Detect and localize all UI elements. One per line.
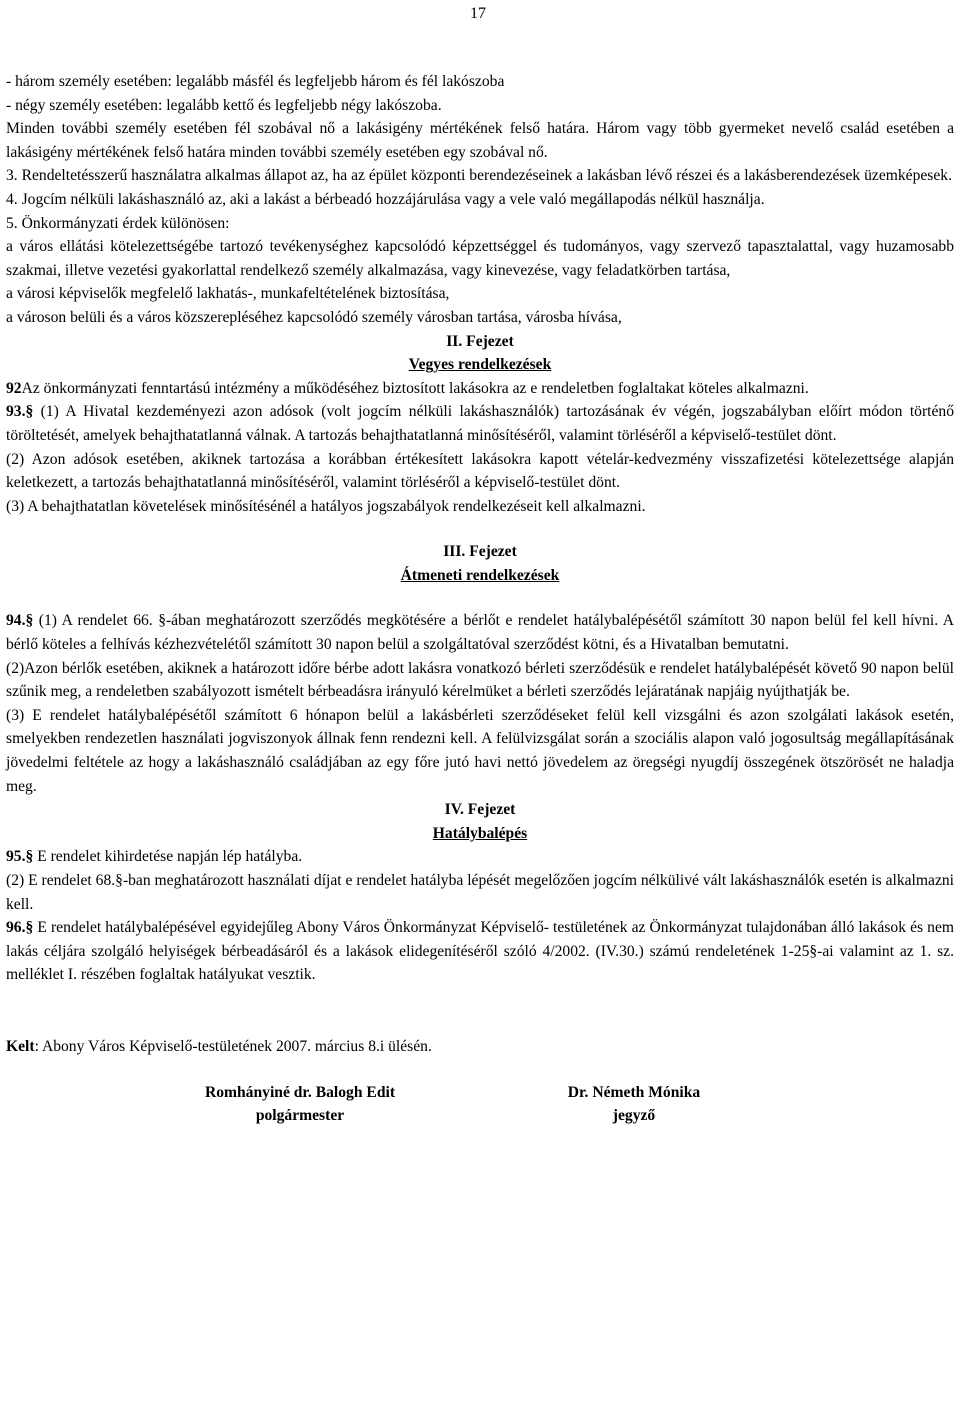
section-number: 95.: [6, 848, 26, 866]
paragraph: (2) E rendelet 68.§-ban meghatározott használati díjat e rendelet hatályba lépését megelőzően jogcím nélkülivé vált lakáshasználók esetén is alkalmazni kell.: [6, 872, 954, 913]
paragraph: 5. Önkormányzati érdek különösen:: [6, 214, 230, 232]
signatures: [6, 1081, 954, 1128]
signature-mayor: [170, 1081, 430, 1128]
chapter-title: Hatálybalépés: [432, 824, 528, 842]
signer-title: jegyző: [612, 1107, 656, 1125]
paragraph: (2) Azon adósok esetében, akiknek tartozása a korábban értékesített lakásokra kapott vételár-kedvezmény visszafizetési kötelezettsége alapján keletkezett, a tartozás behajthatatlanná minősítéséről, valamint törléséről a képviselő-testület dönt.: [6, 450, 954, 492]
chapter-title: Átmeneti rendelkezések: [400, 566, 560, 584]
section-96: [6, 916, 954, 987]
list-item: - három személy esetében: legalább másfél és legfeljebb három és fél lakószoba: [6, 73, 505, 90]
paragraph: 3. Rendeltetésszerű használatra alkalmas állapot az, ha az épület központi berendezéseinek a lakásban lévő részei és a lakásberendezések üzemképesek.: [6, 167, 952, 185]
paragraph: a városon belüli és a város közszerepléséhez kapcsolódó személy városban tartása, városba hívása,: [6, 308, 622, 326]
signer-title: polgármester: [255, 1107, 345, 1125]
section-92: [6, 377, 954, 401]
paragraph: (3) E rendelet hatálybalépésétől számított 6 hónapon belül a lakásbérleti szerződéseket felül kell vizsgálni és azon szolgálati lakások esetén, smelyekben rendezetlen használati jogviszonyok állnak fenn rendezni kell. A felülvizsgálat során a szociális alapon való jogosultság megállapításának jövedelmi feltétele az hogy a lakáshasználó családjában az egy főre jutó havi nettó jövedelem az öregségi nyugdíj összegének ötszörösét ne haladja meg.: [6, 706, 954, 795]
section-text: (1) A Hivatal kezdeményezi azon adósok (volt jogcím nélküli lakáshasználók) tartozásának év végén, jogszabályban előírt módon történő töröltetését, amelyek behajthatatlanná válnak. A tartozás behajthatatlanná minősítéséről, valamint törléséről a képviselő-testület dönt.: [6, 403, 954, 444]
paragraph: Minden további személy esetében fél szobával nő a lakásigény mértékének felső határa. Három vagy több gyermeket nevelő család esetében a lakásigény mértékének felső határa minden további személy esetében egy szobával nő.: [6, 120, 954, 161]
section-number: 94.: [6, 612, 26, 630]
kelt-line: [6, 1035, 954, 1059]
signer-name: Dr. Németh Mónika: [567, 1083, 701, 1101]
section-sign: §: [25, 403, 34, 421]
section-93: [6, 400, 954, 447]
section-text: (1) A rendelet 66. §-ában meghatározott szerződés megkötésére a bérlőt e rendelet hatálybalépésétől számított 30 napon belül fel kell hívni. A bérlő köteles a felhívás kézhezvételétől számított 30 napon belül a szolgáltatóval szerződést kötni, és a Hivatalban bemutatni.: [6, 612, 954, 654]
list-item: - négy személy esetében: legalább kettő és legfeljebb négy lakószoba.: [6, 96, 442, 114]
chapter-heading: II. Fejezet: [446, 332, 514, 350]
document-body: [6, 70, 954, 1128]
chapter-title: Vegyes rendelkezések: [408, 356, 552, 374]
kelt-text: : Abony Város Képviselő-testületének 2007. március 8.i ülésén.: [34, 1037, 432, 1055]
section-number: 96.: [6, 919, 26, 937]
section-text: E rendelet hatálybalépésével egyidejűleg Abony Város Önkormányzat Képviselő- testületének az Önkormányzat tulajdonában álló lakások és nem lakás céljára szolgáló helyiségek bérbeadásáról és a lakások elidegenítéséről szóló 4/2002. (IV.30.) számú rendeletének 1-25§-ai valamint az 1. sz. melléklet I. részében foglaltak hatályukat vesztik.: [6, 919, 954, 984]
section-number: 92: [6, 379, 22, 397]
section-sign: §: [25, 612, 34, 630]
paragraph: (2)Azon bérlők esetében, akiknek a határozott időre bérbe adott lakásra vonatkozó bérleti szerződésük e rendelet hatálybalépését követő 90 napon belül szűnik meg, a rendeletben szabályozott ismételt bérbeadásra irányuló kérelmüket a bérleti szerződés lejáratának napjáig nyújthatják be.: [6, 659, 954, 701]
section-text: Az önkormányzati fenntartású intézmény a működéséhez biztosított lakásokra az e rendeletben foglaltakat köteles alkalmazni.: [21, 379, 809, 397]
section-text: E rendelet kihirdetése napján lép hatályba.: [33, 848, 303, 866]
section-sign: §: [25, 848, 34, 866]
paragraph: (3) A behajthatatlan követelések minősítésénél a hatályos jogszabályok rendelkezéseit kell alkalmazni.: [6, 497, 646, 515]
paragraph: a város ellátási kötelezettségébe tartozó tevékenységhez kapcsolódó képzettséggel és tudományos, vagy szervező tapasztalattal, vagy huzamosabb szakmai, illetve vezetési gyakorlattal rendelkező személy alkalmazása, vagy kinevezése, vagy feladatkörben tartása,: [6, 238, 954, 279]
page-number: 17: [470, 5, 486, 22]
signature-notary: [544, 1081, 724, 1128]
section-95: [6, 845, 954, 869]
chapter-heading: III. Fejezet: [443, 543, 517, 561]
chapter-heading: IV. Fejezet: [444, 801, 516, 819]
section-94: [6, 609, 954, 656]
section-number: 93.: [6, 403, 26, 421]
kelt-label: Kelt: [6, 1037, 35, 1055]
paragraph: a városi képviselők megfelelő lakhatás-, munkafeltételének biztosítása,: [6, 285, 450, 303]
paragraph: 4. Jogcím nélküli lakáshasználó az, aki a lakást a bérbeadó hozzájárulása vagy a vele való megállapodás nélkül használja.: [6, 190, 765, 208]
signer-name: Romhányiné dr. Balogh Edit: [204, 1083, 396, 1101]
section-sign: §: [25, 919, 34, 937]
